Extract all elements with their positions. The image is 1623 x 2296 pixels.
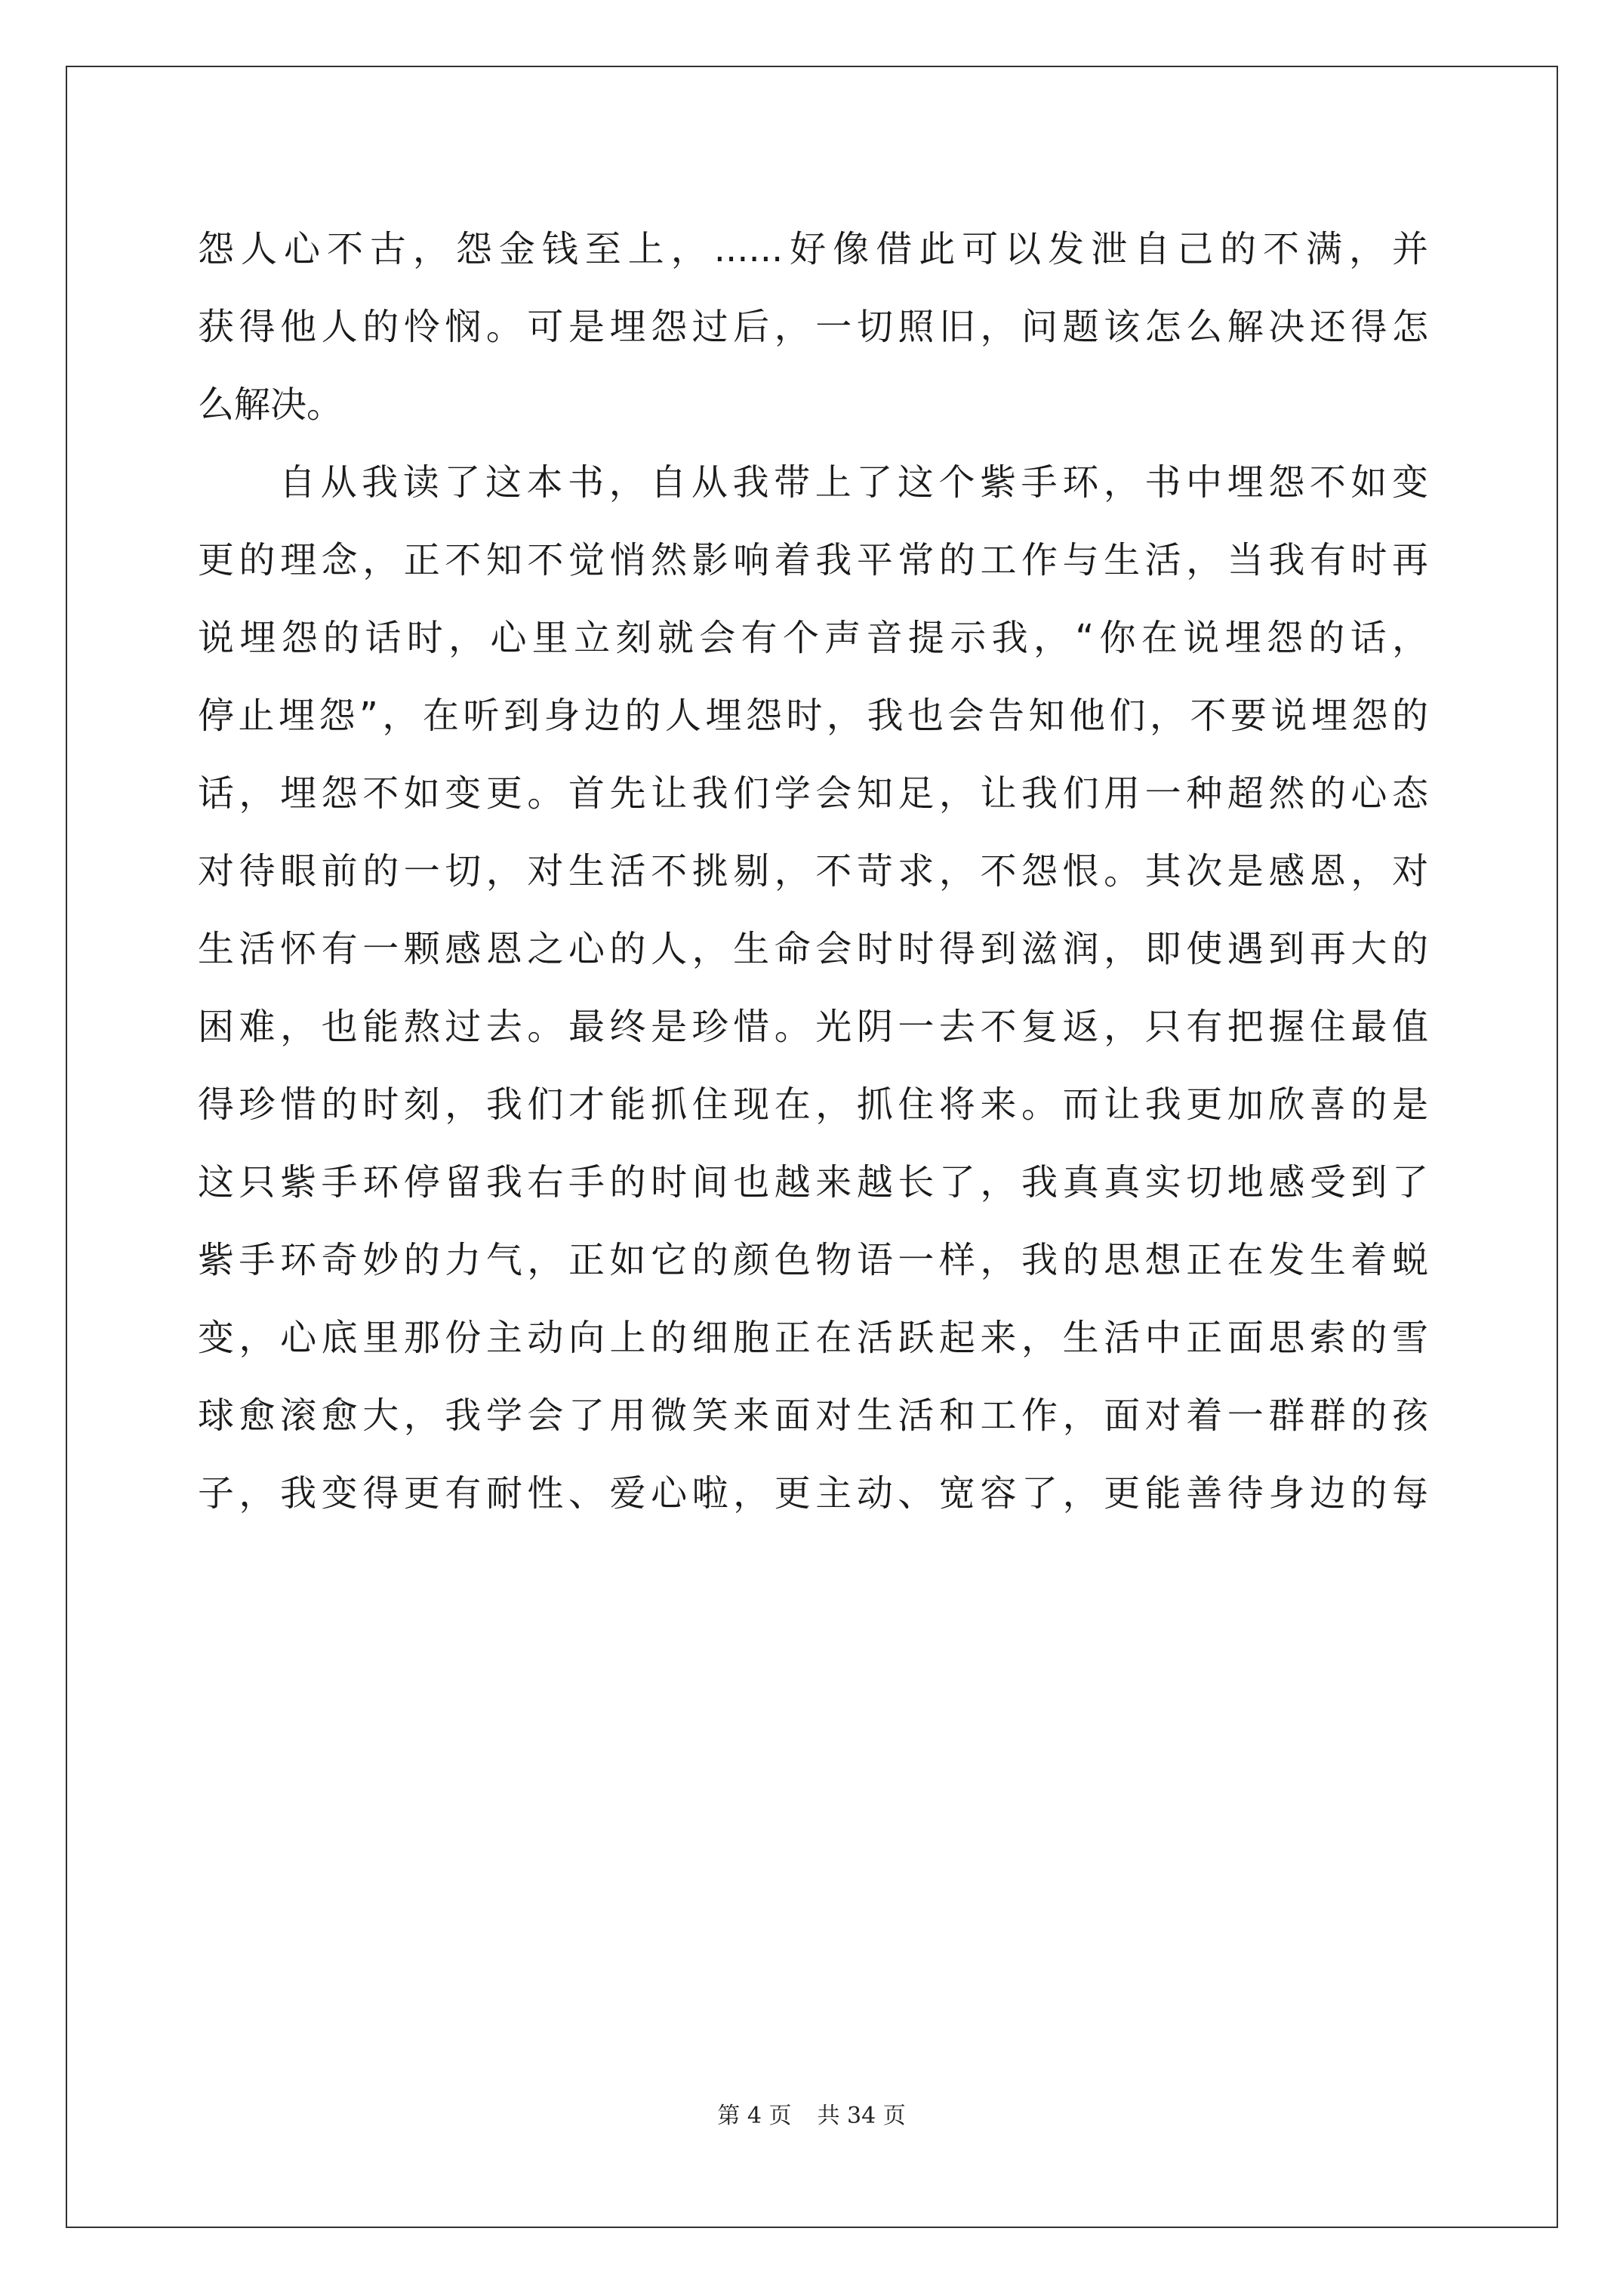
body-line-2: 获得他人的怜悯。可是埋怨过后，一切照旧，问题该怎么解决还得怎 (198, 306, 1428, 348)
page-total: 共 34 页 (817, 2103, 906, 2129)
body-line-8: 话，埋怨不如变更。首先让我们学会知足，让我们用一种超然的心态 (198, 772, 1428, 815)
body-line-11: 困难，也能熬过去。最终是珍惜。光阴一去不复返，只有把握住最值 (198, 1006, 1428, 1048)
body-line-17: 子，我变得更有耐性、爱心啦，更主动、宽容了，更能善待身边的每 (198, 1472, 1428, 1515)
body-line-1: 怨人心不古，怨金钱至上，......好像借此可以发泄自己的不满，并 (198, 228, 1428, 270)
body-line-16: 球愈滚愈大，我学会了用微笑来面对生活和工作，面对着一群群的孩 (198, 1395, 1428, 1437)
body-line-15: 变，心底里那份主动向上的细胞正在活跃起来，生活中正面思索的雪 (198, 1317, 1428, 1359)
page-footer (0, 2101, 1623, 2131)
body-line-13: 这只紫手环停留我右手的时间也越来越长了，我真真实切地感受到了 (198, 1161, 1428, 1203)
body-line-9: 对待眼前的一切，对生活不挑剔，不苛求，不怨恨。其次是感恩，对 (198, 850, 1428, 892)
page-number: 第 4 页 (717, 2103, 792, 2129)
body-line-6: 说埋怨的话时，心里立刻就会有个声音提示我，“你在说埋怨的话， (198, 617, 1428, 659)
body-line-12: 得珍惜的时刻，我们才能抓住现在，抓住将来。而让我更加欣喜的是 (198, 1083, 1428, 1126)
body-line-3: 么解决。 (198, 384, 343, 426)
body-line-5: 更的理念，正不知不觉悄然影响着我平常的工作与生活，当我有时再 (198, 539, 1428, 581)
body-line-4: 自从我读了这本书，自从我带上了这个紫手环，书中埋怨不如变 (279, 461, 1428, 504)
body-line-7: 停止埋怨”，在听到身边的人埋怨时，我也会告知他们，不要说埋怨的 (198, 695, 1428, 737)
body-line-14: 紫手环奇妙的力气，正如它的颜色物语一样，我的思想正在发生着蜕 (198, 1239, 1428, 1281)
body-line-10: 生活怀有一颗感恩之心的人，生命会时时得到滋润，即使遇到再大的 (198, 928, 1428, 970)
